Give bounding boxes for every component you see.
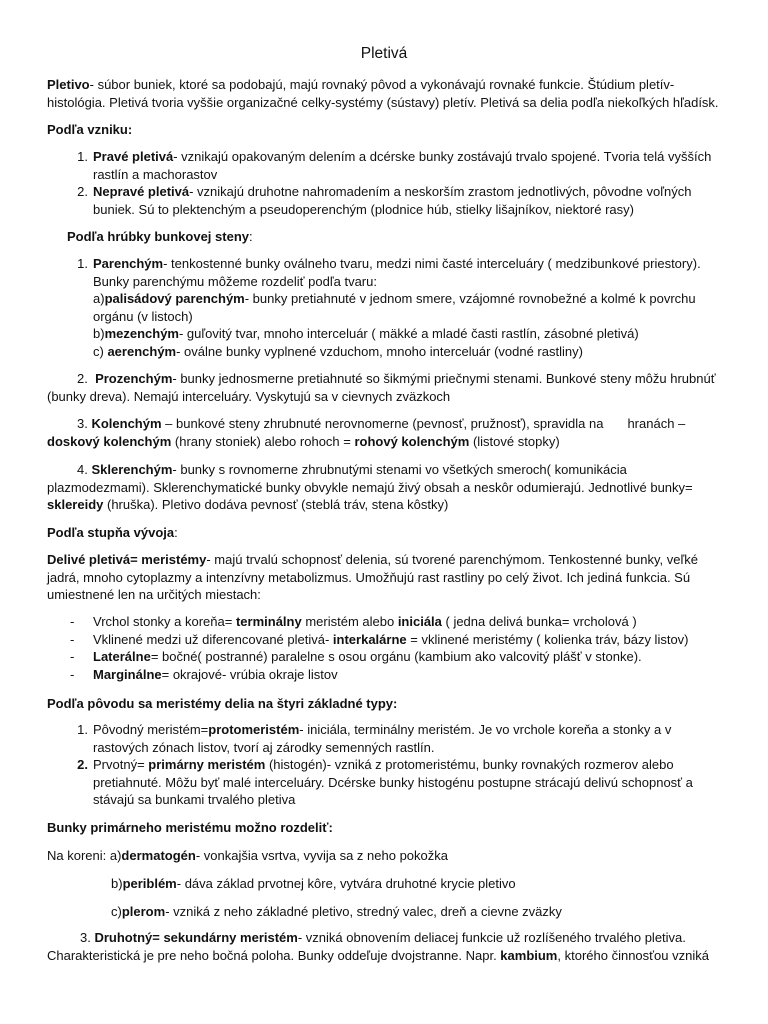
intro-term: Pletivo	[47, 77, 90, 92]
list-item-kolenchym: 3. Kolenchým – bunkové steny zhrubnuté nerovnomerne (pevnosť, pružnosť), spravidla na hranách – doskový kolenchým (hrany stoniek) alebo rohoch = rohový kolenchým (listové stopky)	[47, 416, 686, 449]
intro-paragraph	[47, 76, 727, 111]
list-item-sklerenchym: 4. Sklerenchým- bunky s rovnomerne zhrubnutými stenami vo všetkých smeroch( komunikácia plazmodezmami). Sklerenchymatické bunky obvykle nemajú živý obsah a neskôr odumierajú. Jednotlivé bunky= sklereidy (hruška). Pletivo dodáva pevnosť (steblá tráv, stena kôstky)	[47, 462, 693, 512]
section-heading-povod: Podľa pôvodu sa meristémy delia na štyri základné typy:	[47, 696, 398, 711]
koreni-periblem: b)periblém- dáva základ prvotnej kôre, vytvára druhotné krycie pletivo	[111, 876, 516, 891]
list-item-parenchym: 1. Parenchým- tenkostenné bunky oválneho tvaru, medzi nimi časté interceluáry ( medzibunkové priestory). Bunky parenchýmu môžeme rozdeliť podľa tvaru: a)palisádový parenchým- bunky pretiahnuté v jednom smere, vzájomné rovnobežné a kolmé k povrchu orgánu (v listoch) b)mezenchým- guľovitý tvar, mnoho interceluár ( mäkké a mladé časti rastlín, zásobné pletivá) c) aerenchým- oválne bunky vyplnené vzduchom, mnoho interceluár (vodné rastliny)	[72, 255, 722, 360]
document-title: Pletivá	[360, 45, 408, 62]
koreni-plerom: c)plerom- vzniká z neho základné pletivo, stredný valec, dreň a cievne zväzky	[111, 904, 562, 919]
section-heading-primarny: Bunky primárneho meristému možno rozdeliť:	[47, 820, 333, 835]
list-item-protomeristem: 1. Pôvodný meristém=protomeristém- iniciála, terminálny meristém. Je vo vrchole koreňa a stonky a v rastových zónach listov, tvorí aj zárodky semenných rastlín.	[77, 722, 672, 755]
meristemy-paragraph: Delivé pletivá= meristémy- majú trvalú schopnosť delenia, sú tvorené parenchýmom. Tenkostenné bunky, veľké jadrá, mnoho cytoplazmy a intenzívny metabolizmus. Umožňujú rast rastliny po celý život. Ich jediná funkcia. Sú umiestnené len na určitých miestach:	[47, 552, 698, 602]
list-item: - Vrchol stonky a koreňa= terminálny meristém alebo iniciála ( jedna delivá bunka= vrcholová )	[70, 614, 637, 629]
item-text: - vznikajú druhotne nahromadením a neskorším zrastom jednotlivých, pôvodne voľných buniek. Sú to plektenchým a pseudoperenchým (plodnice húb, stielky lišajníkov, niektoré rasy)	[93, 184, 692, 217]
list-item-neprave-pletiva	[72, 183, 722, 218]
list-item-prozenchym: 2. Prozenchým- bunky jednosmerne pretiahnuté so šikmými priečnymi stenami. Bunkové steny môžu hrubnúť (bunky dreva). Nemajú interceluáry. Vyskytujú sa v cievnych zväzkoch	[47, 371, 716, 404]
meristem-bullet-list	[70, 613, 730, 683]
item-term: Nepravé pletivá	[93, 184, 190, 199]
list-item: - Marginálne= okrajové- vrúbia okraje listov	[70, 666, 338, 682]
section-heading-vyvoj: Podľa stupňa vývoja:	[47, 525, 178, 540]
list-item: - Vklinené medzi už diferencované pletivá- interkalárne = vklinené meristémy ( kolienka tráv, bázy listov)	[70, 631, 689, 647]
section-heading-vznik: Podľa vzniku:	[47, 122, 133, 137]
subitem-palisadovy: a)palisádový parenchým- bunky pretiahnuté v jednom smere, vzájomné rovnobežné a kolmé k povrchu orgánu (v listoch)	[93, 291, 696, 324]
section-heading-hrubka: Podľa hrúbky bunkovej steny:	[67, 229, 253, 244]
list-item-primarny-meristem: 2. Prvotný= primárny meristém (histogén)- vzniká z protomeristému, bunky rovnakých rozmerov alebo pretiahnuté. Môžu byť malé interceluáry. Dcérske bunky histogénu postupne strácajú delivú schopnosť a stávajú sa bunkami trvalého pletiva	[77, 757, 693, 807]
list-number: 1.	[77, 149, 88, 164]
item-term: Pravé pletivá	[93, 149, 174, 164]
list-item-prave-pletiva	[72, 148, 722, 183]
item-term: Parenchým	[93, 256, 164, 271]
list-number: 1.	[77, 256, 88, 271]
koreni-dermatogen: Na koreni: a)dermatogén- vonkajšia vsrtva, vyvija sa z neho pokožka	[47, 848, 448, 863]
list-item-druhotny-meristem: 3. Druhotný= sekundárny meristém- vzniká obnovením deliacej funkcie už rozlíšeného trvalého pletiva. Charakteristická je pre neho bočná poloha. Bunky oddeľuje dvojstranne. Napr. kambium, ktorého činnosťou vzniká	[47, 930, 709, 963]
intro-text: - súbor buniek, ktoré sa podobajú, majú rovnaký pôvod a vykonávajú rovnaké funkcie. Štúdium pletív- histológia. Pletivá tvoria vyššie organizačné celky-systémy (sústavy) pletív. Pletivá sa delia podľa niekoľkých hľadísk.	[47, 77, 719, 110]
list-item: - Laterálne= bočné( postranné) paralelne s osou orgánu (kambium ako valcovitý plášť v stonke).	[70, 649, 642, 664]
subitem-aerenchym: c) aerenchým- oválne bunky vyplnené vzduchom, mnoho interceluár (vodné rastliny)	[93, 343, 583, 359]
subitem-mezenchym: b)mezenchým- guľovitý tvar, mnoho interceluár ( mäkké a mladé časti rastlín, zásobné pletivá)	[93, 326, 639, 341]
item-text: - vznikajú opakovaným delením a dcérske bunky zostávajú trvalo spojené. Tvoria telá vyšších rastlín a machorastov	[93, 149, 712, 182]
list-number: 2.	[77, 184, 88, 199]
